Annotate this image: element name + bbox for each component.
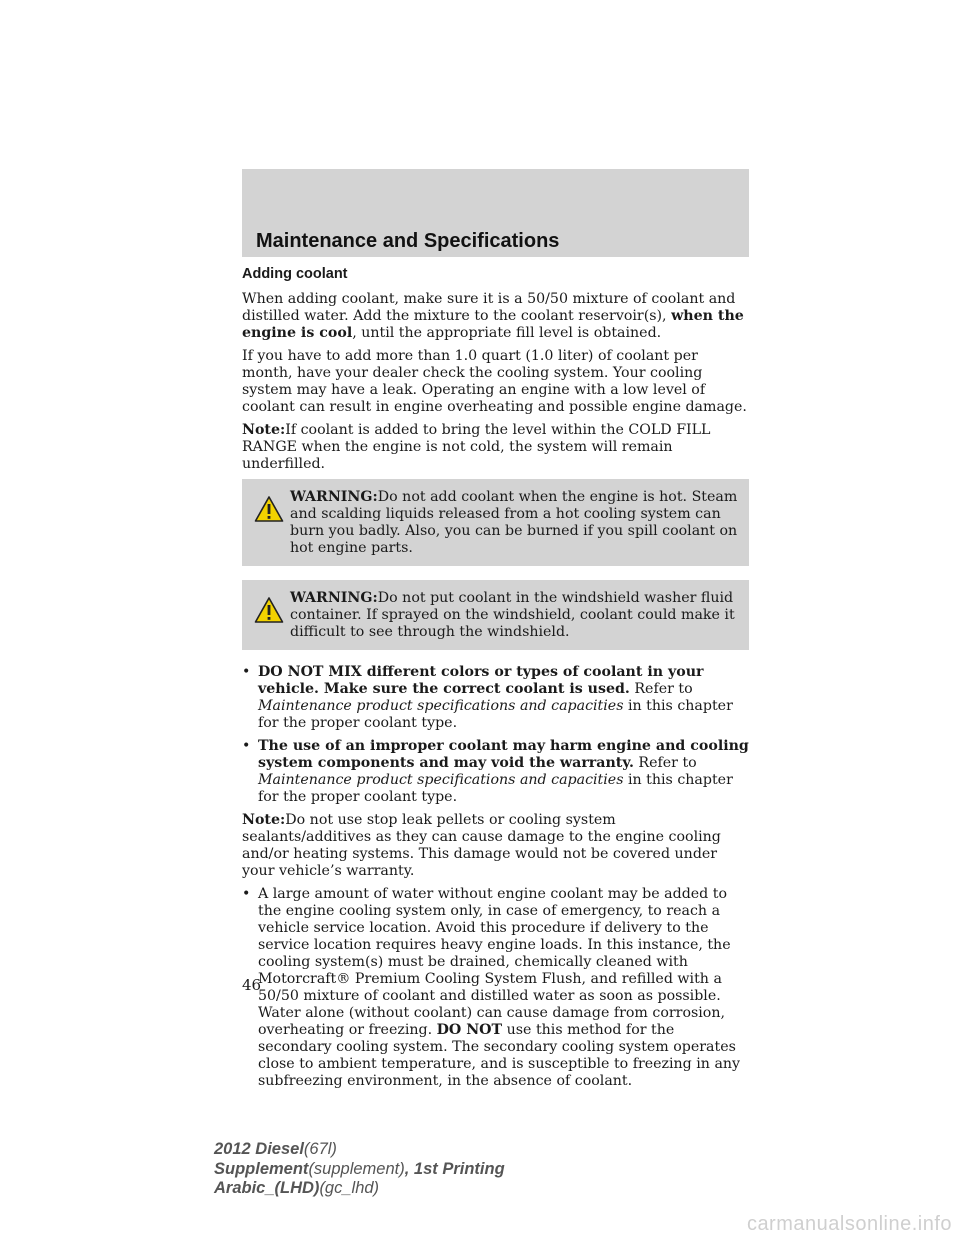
watermark: carmanualsonline.info	[746, 1213, 952, 1235]
bullet-marker: •	[242, 738, 251, 754]
print-footer: 2012 Diesel(67l) Supplement(supplement), 1st Printing Arabic_(LHD)(gc_lhd)	[214, 1140, 505, 1197]
bullet-marker: •	[242, 664, 251, 680]
warning-box-hot-engine	[242, 479, 749, 566]
warning-text: WARNING:Do not add coolant when the engine is hot. Steam and scalding liquids released from a hot cooling system can burn you badly. Also, you can be burned if you spill coolant on hot engine parts.	[290, 489, 738, 556]
note-cold-fill: Note:If coolant is added to bring the level within the COLD FILL RANGE when the engine is not cold, the system will remain underfilled.	[242, 422, 711, 472]
warning-box-washer-fluid	[242, 580, 749, 650]
warning-triangle-icon	[254, 596, 284, 624]
warning-triangle-icon	[254, 495, 284, 523]
bullet-marker: •	[242, 886, 251, 902]
cross-reference: Maintenance product specifications and capacities	[258, 698, 624, 714]
list-item: • DO NOT MIX different colors or types of coolant in your vehicle. Make sure the correct coolant is used. Refer to Maintenance product specifications and capacities in this chapter for the proper coolant type.	[242, 664, 733, 731]
cross-reference: Maintenance product specifications and capacities	[258, 772, 624, 788]
warning-text: WARNING:Do not put coolant in the windshield washer fluid container. If sprayed on the windshield, coolant could make it difficult to see through the windshield.	[290, 590, 735, 640]
page-number: 46	[242, 976, 262, 994]
list-item: • A large amount of water without engine coolant may be added to the engine cooling system only, in case of emergency, to reach a vehicle service location. Avoid this procedure if delivery to the service location requires heavy engine loads. In this instance, the cooling system(s) must be drained, chemically cleaned with Motorcraft® Premium Cooling System Flush, and refilled with a 50/50 mixture of coolant and distilled water as soon as possible. Water alone (without coolant) can cause damage from corrosion, overheating or freezing. DO NOT use this method for the secondary cooling system. The secondary cooling system operates close to ambient temperature, and is susceptible to freezing in any subfreezing environment, in the absence of coolant.	[242, 886, 741, 1089]
page-content	[242, 266, 749, 1096]
paragraph-leak-advice: If you have to add more than 1.0 quart (1.0 liter) of coolant per month, have your dealer check the cooling system. Your cooling system may have a leak. Operating an engine with a low level of coolant can result in engine overheating and possible engine damage.	[242, 348, 747, 415]
paragraph-intro: When adding coolant, make sure it is a 50/50 mixture of coolant and distilled water. Add the mixture to the coolant reservoir(s), when the engine is cool, until the appropriate fill level is obtained.	[242, 291, 744, 341]
subsection-heading: Adding coolant	[242, 266, 348, 282]
note-stop-leak: Note:Do not use stop leak pellets or cooling system sealants/additives as they can cause damage to the engine cooling and/or heating systems. This damage would not be covered under your vehicle’s warranty.	[242, 812, 721, 879]
section-title: Maintenance and Specifications	[256, 230, 560, 252]
list-item: • The use of an improper coolant may harm engine and cooling system components and may void the warranty. Refer to Maintenance product specifications and capacities in this chapter for the proper coolant type.	[242, 738, 749, 805]
section-header-bar	[242, 169, 749, 257]
